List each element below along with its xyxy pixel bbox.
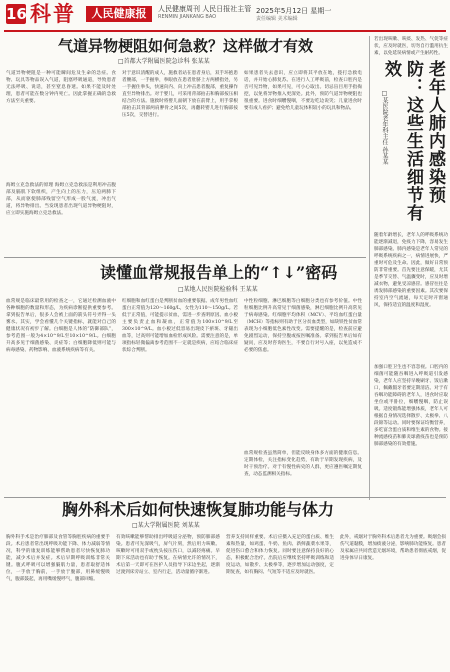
byline-b: □某地人民医院检验科 王某某 bbox=[178, 286, 258, 293]
editor-line: 责任编辑 美术编辑 bbox=[256, 16, 298, 22]
article-a-col1b: 海姆立克急救法的原理 海姆立克急救法是利用冲击腹部及膈肌下软组织，产生向上的压力，压迫两肺下部，从而驱使肺部残留空气形成一股气流，冲出气道，将异物排出。当发现患者出现气道异物梗阻时，应立即实施海姆立克急救法。 bbox=[6, 183, 116, 216]
masthead-subtitle-small: RENMIN JIANKANG BAO bbox=[158, 14, 217, 20]
masthead bbox=[0, 0, 450, 30]
byline-c: □某大学附属医院 刘某某 bbox=[132, 522, 200, 529]
section-title: 科普 bbox=[30, 1, 76, 26]
article-a-col1: 气道异物梗阻是一种可能瞬间危及生命的急症。食物、玩具等物品误入气道，阻塞呼吸通道，导致患者无法呼吸、说话，甚至窒息昏迷。如果不能及时处理，患者可能在数分钟内死亡。因此掌握正确的急救方法至关重要。 bbox=[6, 71, 116, 104]
column-divider bbox=[369, 36, 370, 500]
headline-airway-obstruction: 气道异物梗阻如何急救？这样做才有效 bbox=[58, 37, 314, 55]
headline-blood-routine: 读懂血常规报告单上的“↑↓”密码 bbox=[100, 263, 338, 282]
section-divider-a bbox=[4, 257, 366, 258]
headline-thoracic-recovery: 胸外科术后如何快速恢复肺功能与体力 bbox=[62, 500, 335, 519]
sidebar-headline: 老年人肺内感染预防：这些生活细节有效 bbox=[381, 60, 445, 222]
sidebar-intro: 若出现咳嗽、咳痰、发热、气促等症状，应及时就医，切勿自行滥用抗生素，以免延误病情或产生耐药性。 bbox=[374, 37, 448, 56]
byline-a: □首都大学附属医院急诊科 张某某 bbox=[118, 58, 210, 65]
article-c-col4: 此外，戒烟对于胸外科术后患者尤为重要。吸烟会损伤气道黏膜，增加痰液分泌，影响肺功能恢复。患者及家属应共同营造无烟环境，帮助患者彻底戒烟，促进身体早日康复。 bbox=[340, 535, 446, 561]
masthead-rule bbox=[4, 30, 446, 32]
section-divider-b bbox=[4, 497, 446, 498]
article-c-col3: 营养支持同样重要。术后应摄入充足的蛋白质、维生素和热量，如鸡蛋、牛奶、鱼肉、新鲜蔬菜水果等，促进伤口愈合和体力恢复。同时要注意保持良好的心态，积极配合治疗。出院后应继续坚持呼吸训练和适度运动，如散步、太极拳等，逐步增加运动强度，定期复查，如有胸闷、气短等不适应及时就医。 bbox=[226, 535, 334, 575]
article-b-col4: 血常规检查虽然简单，但能反映身体多方面的健康信息。定期体检，关注指标变化趋势，有助于早期发现疾病，及时干预治疗。对于有慢性病史的人群，更应遵医嘱定期复查，动态监测相关指标。 bbox=[244, 451, 362, 477]
article-c-col1: 胸外科手术是治疗肺部及食管等胸腔疾病的重要手段。术后患者常出现呼吸功能下降、体力减弱等情况，科学的康复训练能够帮助患者尽快恢复肺功能，减少术后并发症。术后早期呼吸训练非常关键。腹式呼吸可以增强膈肌力量，患者取舒适体位，一手放于胸前，一手放于腹部，用鼻缓慢吸气，腹部鼓起，再用嘴缓慢呼气，腹部回缩。 bbox=[6, 535, 110, 582]
page-number: 16 bbox=[6, 5, 27, 23]
masthead-subtitle: 人民健康周刊 人民日报社主管 bbox=[158, 5, 252, 13]
article-b-col2: 红细胞和血红蛋白是判断贫血的重要依据。成年男性血红蛋白正常值为120～160g/L，女性为110～150g/L。若低于正常值，可能提示贫血，需进一步查明原因。血小板主要负责止血和凝血，正常值为100×10^9/L至300×10^9/L。血小板过低容易出现皮下瘀斑、牙龈出血等，过高则可能增加血栓形成风险。需要注意的是，单项指标轻微偏离参考范围不一定就是疾病，应结合临床症状综合判断。 bbox=[122, 299, 238, 353]
article-a-col2: 对于意识清醒的成人，施救者站在患者身后，双手环抱患者腰部，一手握拳，拳眼放在患者肚脐上方两横指处，另一手握住拳头，快速向内、向上冲击患者腹部，重复操作直至异物排出。对于婴儿，可采用背部拍击和胸部按压相结合的方法。施救时将婴儿面朝下放在前臂上，用手掌根部拍击其背部两肩胛骨之间5次，再翻转婴儿进行胸部按压5次，交替进行。 bbox=[122, 71, 238, 118]
article-b-col1: 血常规是临床最常用的检查之一，它通过检测血液中各种细胞的数量和形态，为疾病诊断提供重要参考。拿到报告单后，很多人会被上面的箭头符号弄得一头雾水。其实，学会看懂几个关键指标，就能对自己的健康状况有初步了解。白细胞是人体的“防御部队”，参考范围一般为4×10^9/L至10×10^9/L。白细胞升高多见于细菌感染、炎症等；白细胞降低则可能与病毒感染、药物影响、血液系统疾病等有关。 bbox=[6, 299, 116, 353]
sidebar-byline: □某医院老年科主任 孙某某 bbox=[381, 90, 388, 165]
sidebar-body-2: 加强口腔卫生也不容忽视。口腔内的细菌可能随吞咽进入呼吸道引发感染，老年人应坚持早晚刷牙、饭后漱口，佩戴假牙者要定期清洁。对于有吞咽功能障碍的老年人，进食时应取坐位或半卧位，细嚼慢咽，防止误吸。适度锻炼能增强体质，老年人可根据自身情况选择散步、太极拳、八段锦等运动。同时要保证均衡营养，多吃富含蛋白质和维生素的食物。接种流感疫苗和肺炎球菌疫苗也是预防肺部感染的有效措施。 bbox=[374, 365, 448, 447]
article-c-col2: 有效咳嗽能够帮助排出呼吸道分泌物，预防肺部感染。患者可先深吸气，屏气片刻，然后用力咳嗽。咳嗽时可用双手或枕头按压伤口，以减轻疼痛。早期下床活动也有助于恢复。在病情允许的情况下，术后第一天即可在医护人员指导下床边坐起，逐渐过渡到床旁站立、室内行走，活动量循序渐进。 bbox=[116, 535, 220, 575]
sidebar-body-1: 随着年龄增长，老年人的呼吸系统功能逐渐减退，免疫力下降，容易发生肺部感染。肺内感染是老年人常见的呼吸系统疾病之一，病情进展快，严重时可危及生命。因此，做好日常预防非常重要。首先要注意保暖，尤其是季节交替、气温骤变时，应及时增减衣物，避免受凉感冒。感冒往往是诱发肺部感染的重要因素。其次要保持室内空气流通，每天定时开窗通风，保持适宜的温度和湿度。 bbox=[374, 233, 448, 308]
newspaper-logo: 人民健康报 bbox=[86, 6, 152, 22]
issue-date: 2025年5月12日 星期一 bbox=[256, 7, 332, 15]
article-a-col3: 如果患者失去意识，应立即将其平放在地，拨打急救电话，并开始心肺复苏。在进行人工呼吸前，检查口腔内是否可见异物，如果可见，可小心取出。切忌盲目用手指掏挖，以免将异物推入更深处。此外，预防气道异物梗阻也很重要。进食时细嚼慢咽，不要边吃边说笑；儿童进食时要有成人看护；避免给儿童玩体积较小的玩具和物品。 bbox=[244, 71, 362, 111]
article-b-col3: 中性粒细胞、淋巴细胞等白细胞分类也有参考价值。中性粒细胞比例升高常见于细菌感染，淋巴细胞比例升高常见于病毒感染。红细胞平均体积（MCV）、平均血红蛋白量（MCH）等指标则有助于区分贫血类型，如缺铁性贫血常表现为小细胞低色素性改变。需要提醒的是，检查前应避免剧烈运动，保持空腹或按医嘱准备。拿到报告单后如有疑问，应及时咨询医生，不要自行对号入座，以免造成不必要的焦虑。 bbox=[244, 299, 362, 353]
